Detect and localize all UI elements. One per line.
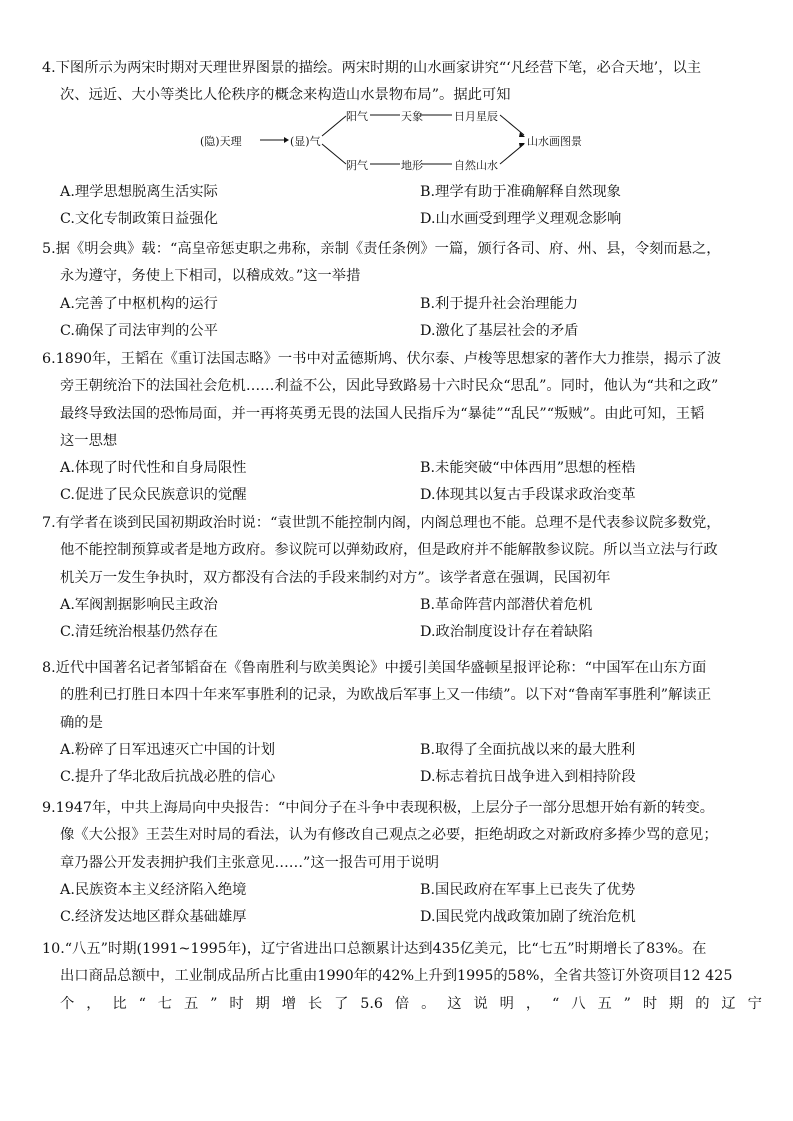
option-row	[42, 291, 762, 318]
option-b[interactable]: B.取得了全面抗战以来的最大胜利	[420, 741, 636, 758]
question-5	[42, 236, 762, 345]
question-10-line-3-token: 增	[281, 995, 297, 1012]
question-10-line-3-token: ”	[210, 995, 218, 1012]
question-5-stem-line-1: 5.据《明会典》载：“高皇帝惩吏职之弗称，亲制《责任条例》一篇，颁行各司、府、州、县，令刻而悬之，	[42, 241, 721, 257]
question-10-line-3-token: 时	[229, 995, 244, 1012]
option-row	[42, 619, 762, 646]
question-10-line-3-token: “	[138, 995, 146, 1012]
question-10-line-3-token: “	[552, 995, 560, 1012]
option-d[interactable]: D.标志着抗日战争进入到相持阶段	[420, 769, 636, 786]
diagram-tianxiang: 天象	[401, 110, 423, 123]
question-6-stem-line-2: 旁王朝统治下的法国社会危机……利益不公，因此导致路易十六时民众“思乱”。同时，他认为“共和之政”	[60, 378, 719, 395]
question-4-diagram	[200, 106, 620, 172]
diagram-hidden-tianli: (隐)天理	[200, 135, 242, 148]
question-10-line-3-token: 个	[60, 995, 75, 1012]
question-10-line-3-token: 宁	[747, 995, 762, 1012]
diagram-dixing: 地形	[401, 159, 423, 172]
option-row	[42, 482, 762, 509]
option-row	[42, 737, 762, 764]
question-5-stem-line-2: 永为遵守，务使上下相司，以稽成效。”这一举措	[60, 268, 361, 285]
question-10-stem-line-3	[42, 991, 762, 1018]
option-d[interactable]: D.国民党内战政策加剧了统治危机	[420, 909, 636, 926]
question-10-line-3-token: 比	[112, 995, 127, 1012]
question-10-line-3-token: 的	[695, 995, 710, 1012]
question-10-line-3-token: 期	[669, 995, 684, 1012]
question-9	[42, 795, 762, 931]
question-10	[42, 936, 762, 1018]
question-10-line-3-token: 。	[421, 995, 436, 1012]
question-10-stem-line-2: 出口商品总额中，工业制成品所占比重由1990年的42%上升到1995的58%，全省共签订外资项目12 425	[60, 968, 733, 985]
option-row	[42, 179, 762, 206]
option-b[interactable]: B.革命阵营内部潜伏着危机	[420, 596, 593, 613]
question-6	[42, 346, 762, 510]
question-10-line-3-token: 辽	[721, 995, 736, 1012]
question-8-stem-line-3: 确的是	[60, 714, 103, 731]
option-d[interactable]: D.体现其以复古手段谋求政治变革	[420, 487, 636, 504]
question-10-line-3-token: ，	[86, 995, 101, 1012]
option-row	[42, 877, 762, 904]
option-a[interactable]: A.体现了时代性和自身局限性	[60, 460, 247, 477]
question-7-stem-line-1: 7.有学者在谈到民国初期政治时说：“袁世凯不能控制内阁，内阁总理也不能。总理不是代表参议院多数党，	[42, 515, 721, 531]
option-c[interactable]: C.经济发达地区群众基础雄厚	[60, 909, 247, 926]
question-8	[42, 655, 762, 791]
question-10-line-3-token: 这	[447, 995, 462, 1012]
option-row	[42, 904, 762, 931]
question-10-line-3-token: 倍	[394, 995, 410, 1012]
option-b[interactable]: B.国民政府在军事上已丧失了优势	[420, 881, 636, 898]
option-a[interactable]: A.理学思想脱离生活实际	[60, 184, 218, 200]
question-10-line-3-token: 时	[642, 995, 658, 1012]
option-a[interactable]: A.完善了中枢机构的运行	[60, 295, 218, 312]
diagram-shanshui-painting: 山水画图景	[527, 135, 582, 148]
option-d[interactable]: D.激化了基层社会的矛盾	[420, 322, 579, 339]
question-10-line-3-token: 了	[334, 995, 349, 1012]
question-10-line-3-token: ，	[525, 995, 541, 1012]
question-7-stem-line-3: 机关万一发生争执时，双方都没有合法的手段来制约对方”。该学者意在强调，民国初年	[60, 569, 611, 586]
question-4-stem-line-1: 4.下图所示为两宋时期对天理世界图景的描绘。两宋时期的山水画家讲究“‘凡经营下笔，必合天地’，以主	[42, 60, 702, 76]
diagram-yin-qi: 阴气	[346, 159, 368, 172]
option-a[interactable]: A.军阀割据影响民主政治	[60, 596, 218, 613]
option-a[interactable]: A.民族资本主义经济陷入绝境	[60, 881, 247, 898]
question-10-line-3-token: 八	[571, 995, 586, 1012]
diagram-shown-qi: (显)气	[290, 135, 321, 148]
question-10-line-3-token: 5.6	[360, 995, 384, 1012]
question-9-stem-line-2: 像《大公报》王芸生对时局的看法，认为有修改自己观点之必要，拒绝胡政之对新政府多捧少骂的意见；	[60, 827, 718, 844]
question-6-stem-line-1: 6.1890年，王韬在《重订法国志略》一书中对孟德斯鸠、伏尔泰、卢梭等思想家的著作大力推崇，揭示了波	[42, 351, 722, 367]
option-row	[42, 455, 762, 482]
option-c[interactable]: C.促进了民众民族意识的觉醒	[60, 487, 247, 504]
option-c[interactable]: C.清廷统治根基仍然存在	[60, 624, 218, 641]
question-7-stem-line-2: 他不能控制预算或者是地方政府。参议院可以弹劾政府，但是政府并不能解散参议院。所以当立法与行政	[60, 542, 718, 559]
option-row	[42, 206, 762, 233]
question-10-line-3-token: 明	[499, 995, 514, 1012]
question-8-stem-line-2: 的胜利已打胜日本四十年来军事胜利的记录，为欧战后军事上又一伟绩”。以下对“鲁南军事胜利”解读正	[60, 687, 711, 704]
option-row	[42, 764, 762, 791]
question-4	[42, 55, 762, 110]
option-row	[42, 592, 762, 619]
option-c[interactable]: C.确保了司法审判的公平	[60, 322, 218, 339]
option-b[interactable]: B.未能突破“中体西用”思想的桎梏	[420, 460, 636, 477]
question-10-line-3-token: 五	[183, 995, 199, 1012]
option-c[interactable]: C.文化专制政策日益强化	[60, 211, 218, 228]
option-b[interactable]: B.理学有助于准确解释自然现象	[420, 184, 621, 200]
option-b[interactable]: B.利于提升社会治理能力	[420, 295, 579, 312]
question-4-options	[42, 179, 762, 234]
question-10-line-3-token: ”	[623, 995, 631, 1012]
question-10-line-3-token: 七	[157, 995, 173, 1012]
question-7	[42, 510, 762, 646]
diagram-riyue-xingchen: 日月星辰	[454, 110, 498, 123]
question-10-line-3-token: 长	[307, 995, 323, 1012]
question-6-stem-line-4: 这一思想	[60, 432, 118, 449]
question-10-stem-line-1: 10.“八五”时期(1991~1995年)，辽宁省进出口总额累计达到435亿美元，比“七五”时期增长了83%。在	[42, 941, 707, 957]
diagram-ziran-shanshui: 自然山水	[454, 159, 498, 172]
option-d[interactable]: D.山水画受到理学义理观念影响	[420, 211, 622, 228]
question-6-stem-line-3: 最终导致法国的恐怖局面，并一再将英勇无畏的法国人民指斥为“暴徒”“乱民”“叛贼”。由此可知，王韬	[60, 405, 705, 422]
question-10-line-3-token: 期	[255, 995, 270, 1012]
question-9-stem-line-3: 章乃器公开发表拥护我们主张意见……”这一报告可用于说明	[60, 854, 440, 871]
question-10-line-3-token: 五	[597, 995, 612, 1012]
question-4-stem-line-2: 次、远近、大小等类比人伦秩序的概念来构造山水景物布局”。据此可知	[60, 87, 511, 104]
option-a[interactable]: A.粉碎了日军迅速灭亡中国的计划	[60, 741, 276, 758]
option-d[interactable]: D.政治制度设计存在着缺陷	[420, 624, 593, 641]
question-9-stem-line-1: 9.1947年，中共上海局向中央报告：“中间分子在斗争中表现积极，上层分子一部分思想开始有新的转变。	[42, 800, 715, 816]
question-10-line-3-token: 说	[473, 995, 488, 1012]
option-c[interactable]: C.提升了华北敌后抗战必胜的信心	[60, 769, 276, 786]
option-row	[42, 318, 762, 345]
question-8-stem-line-1: 8.近代中国著名记者邹韬奋在《鲁南胜利与欧美舆论》中援引美国华盛顿星报评论称：“中国军在山东方面	[42, 660, 707, 676]
diagram-yang-qi: 阳气	[346, 110, 368, 123]
